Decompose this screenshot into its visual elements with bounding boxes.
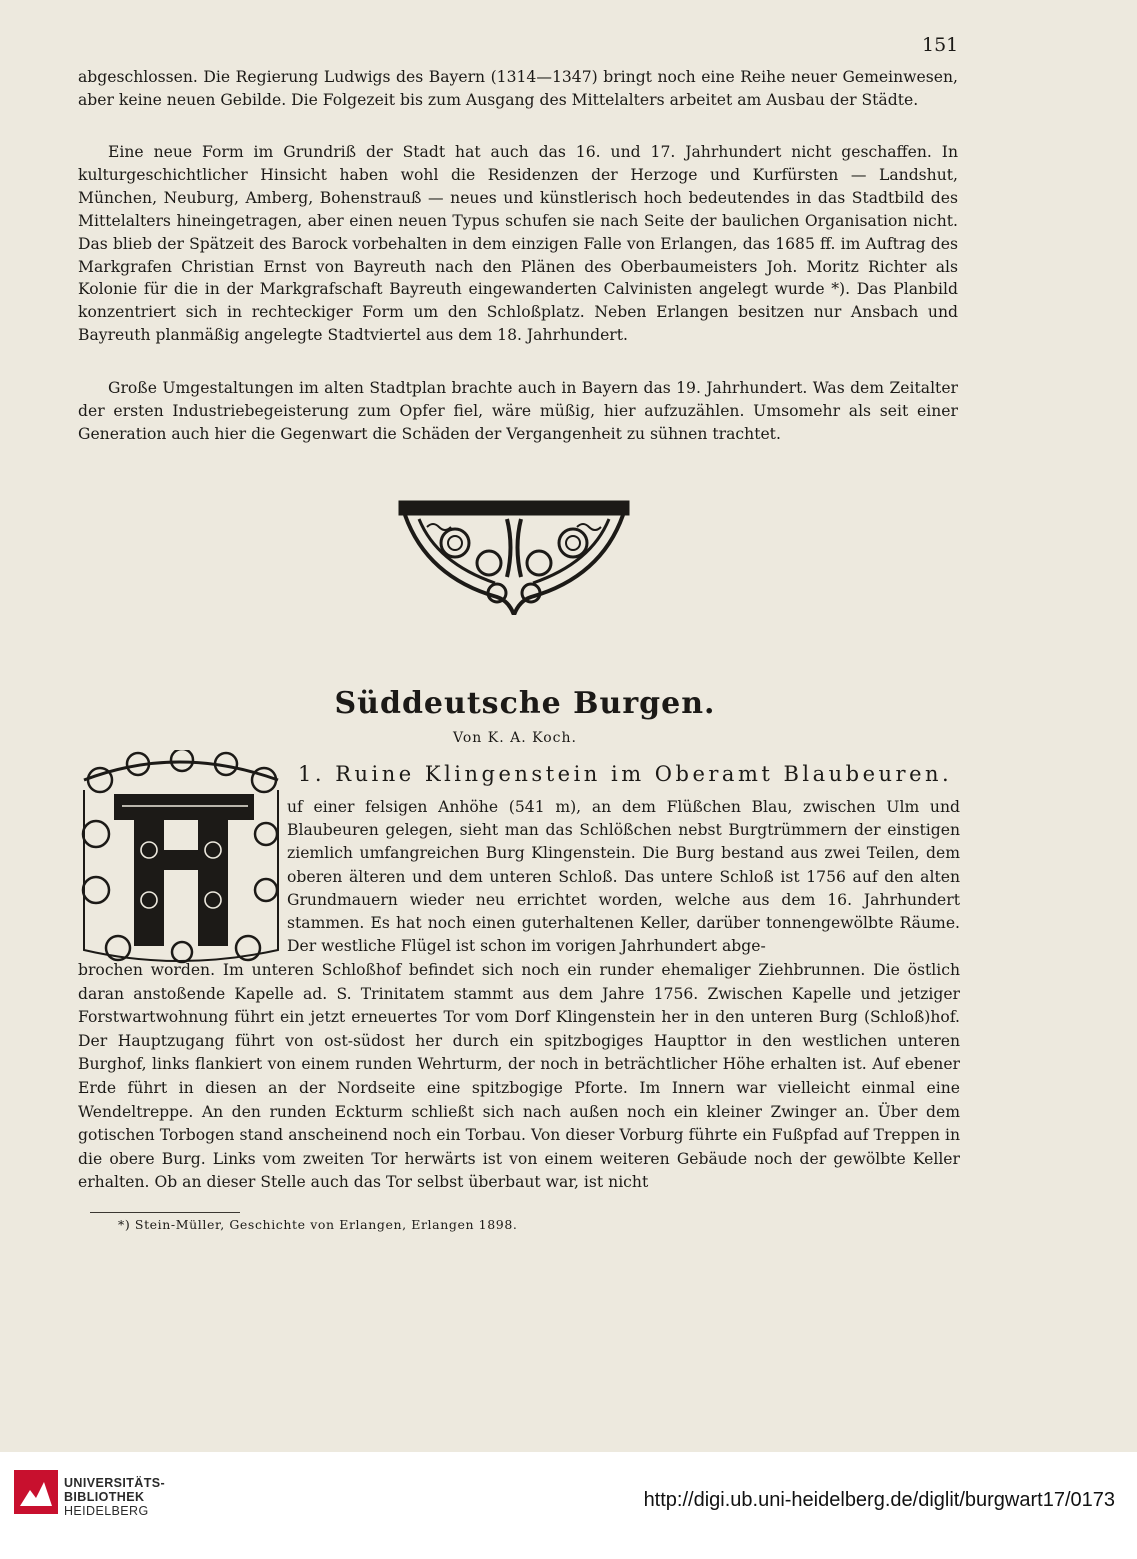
body-text: brochen worden. Im unteren Schloßhof befindet sich noch ein runder ehemaliger Ziehbrunnen. Die östlich daran anstoßende Kapelle ad. S. Trinitatem stammt aus dem Jahre 1756. Zwischen Kapelle und jetziger Forstwartwohnung führt ein jetzt erneuertes Tor vom Dorf Klingenstein her in den unteren Burg (Schloß)hof. Der Hauptzugang führt von ost-südost her durch ein spitzbogiges Haupttor in den westlichen unteren Burghof, links flankiert von einem runden Wehrturm, der noch in beträchtlicher Höhe erhalten ist. Auf ebener Erde führt in diesen an der Nordseite eine spitzbogige Pforte. Im Innern war vielleicht einmal eine Wendeltreppe. An den runden Eckturm schließt sich nach außen noch ein kleiner Zwinger an. Über dem gotischen Torbogen stand anscheinend noch ein Torbau. Von dieser Vorburg führte ein Fußpfad auf Treppen in die obere Burg. Links vom zweiten Tor herwärts ist von einem weiteren Gebäude noch der gewölbte Keller erhalten. Ob an dieser Stelle auch das Tor selbst überbaut war, ist nicht [78, 961, 960, 1192]
decorative-vignette [397, 497, 631, 615]
university-name: UNIVERSITÄTS- BIBLIOTHEK HEIDELBERG [64, 1476, 166, 1518]
paragraph-3: Große Umgestaltungen im alten Stadtplan brachte auch in Bayern das 19. Jahrhundert. Was dem Zeitalter der ersten Industriebegeisterung zum Opfer fiel, wäre müßig, hier aufzuzählen. Umsomehr als seit einer Generation auch hier die Gegenwart die Schäden der Vergangenheit zu sühnen trachtet. [78, 379, 958, 443]
decorated-initial-letter [78, 750, 284, 966]
paragraph-2: Eine neue Form im Grundriß der Stadt hat auch das 16. und 17. Jahrhundert nicht geschaffen. In kulturgeschichtlicher Hinsicht haben wohl die Residenzen der Herzoge und Kurfürsten — Landshut, München, Neuburg, Amberg, Bohenstrauß — neues und künstlerisch hoch bedeutendes in das Stadtbild des Mittelalters hineingetragen, aber einen neuen Typus schufen sie nach Seite der baulichen Organisation nicht. Das blieb der Spätzeit des Barock vorbehalten in dem einzigen Falle von Erlangen, das 1685 ff. im Auftrag des Markgrafen Christian Ernst von Bayreuth nach den Plänen des Oberbaumeisters Joh. Moritz Richter als Kolonie für die in der Markgrafschaft Bayreuth eingewanderten Calvinisten angelegt wurde *). Das Planbild konzentriert sich in rechteckiger Form um den Schloßplatz. Neben Erlangen besitzen nur Ansbach und Bayreuth planmäßig angelegte Stadtviertel aus dem 18. Jahrhundert. [78, 143, 958, 345]
section-heading: 1. Ruine Klingenstein im Oberamt Blaubeuren. [298, 762, 953, 786]
source-url-link[interactable]: http://digi.ub.uni-heidelberg.de/diglit/burgwart17/0173 [643, 1489, 1115, 1511]
body-text-beside-initial: uf einer felsigen Anhöhe (541 m), an dem Flüßchen Blau, zwischen Ulm und Blaubeuren gelegen, sieht man das Schlößchen nebst Burgtrümmern der einstigen ziemlich umfangreichen Burg Klingenstein. Die Burg bestand aus zwei Teilen, dem oberen älteren und dem unteren Schloß. Das untere Schloß ist 1756 auf den alten Grundmauern wieder neu errichtet worden, welche aus dem 16. Jahrhundert stammen. Es hat noch einen guterhaltenen Keller, darüber tonnengewölbte Räume. Der westliche Flügel ist schon im vorigen Jahrhundert abge- [287, 798, 960, 956]
article-title: Süddeutsche Burgen. [334, 686, 716, 721]
university-logo-icon [14, 1470, 58, 1514]
footnote-divider [90, 1212, 240, 1213]
page-number: 151 [922, 34, 959, 56]
initial-letter-glyph: A [173, 911, 189, 935]
footnote: *) Stein-Müller, Geschichte von Erlangen, Erlangen 1898. [118, 1217, 518, 1232]
byline: Von K. A. Koch. [453, 730, 577, 746]
paragraph-1: abgeschlossen. Die Regierung Ludwigs des Bayern (1314—1347) bringt noch eine Reihe neuer Gemeinwesen, aber keine neuen Gebilde. Die Folgezeit bis zum Ausgang des Mittelalters arbeitet am Ausbau der Städte. [78, 68, 958, 109]
